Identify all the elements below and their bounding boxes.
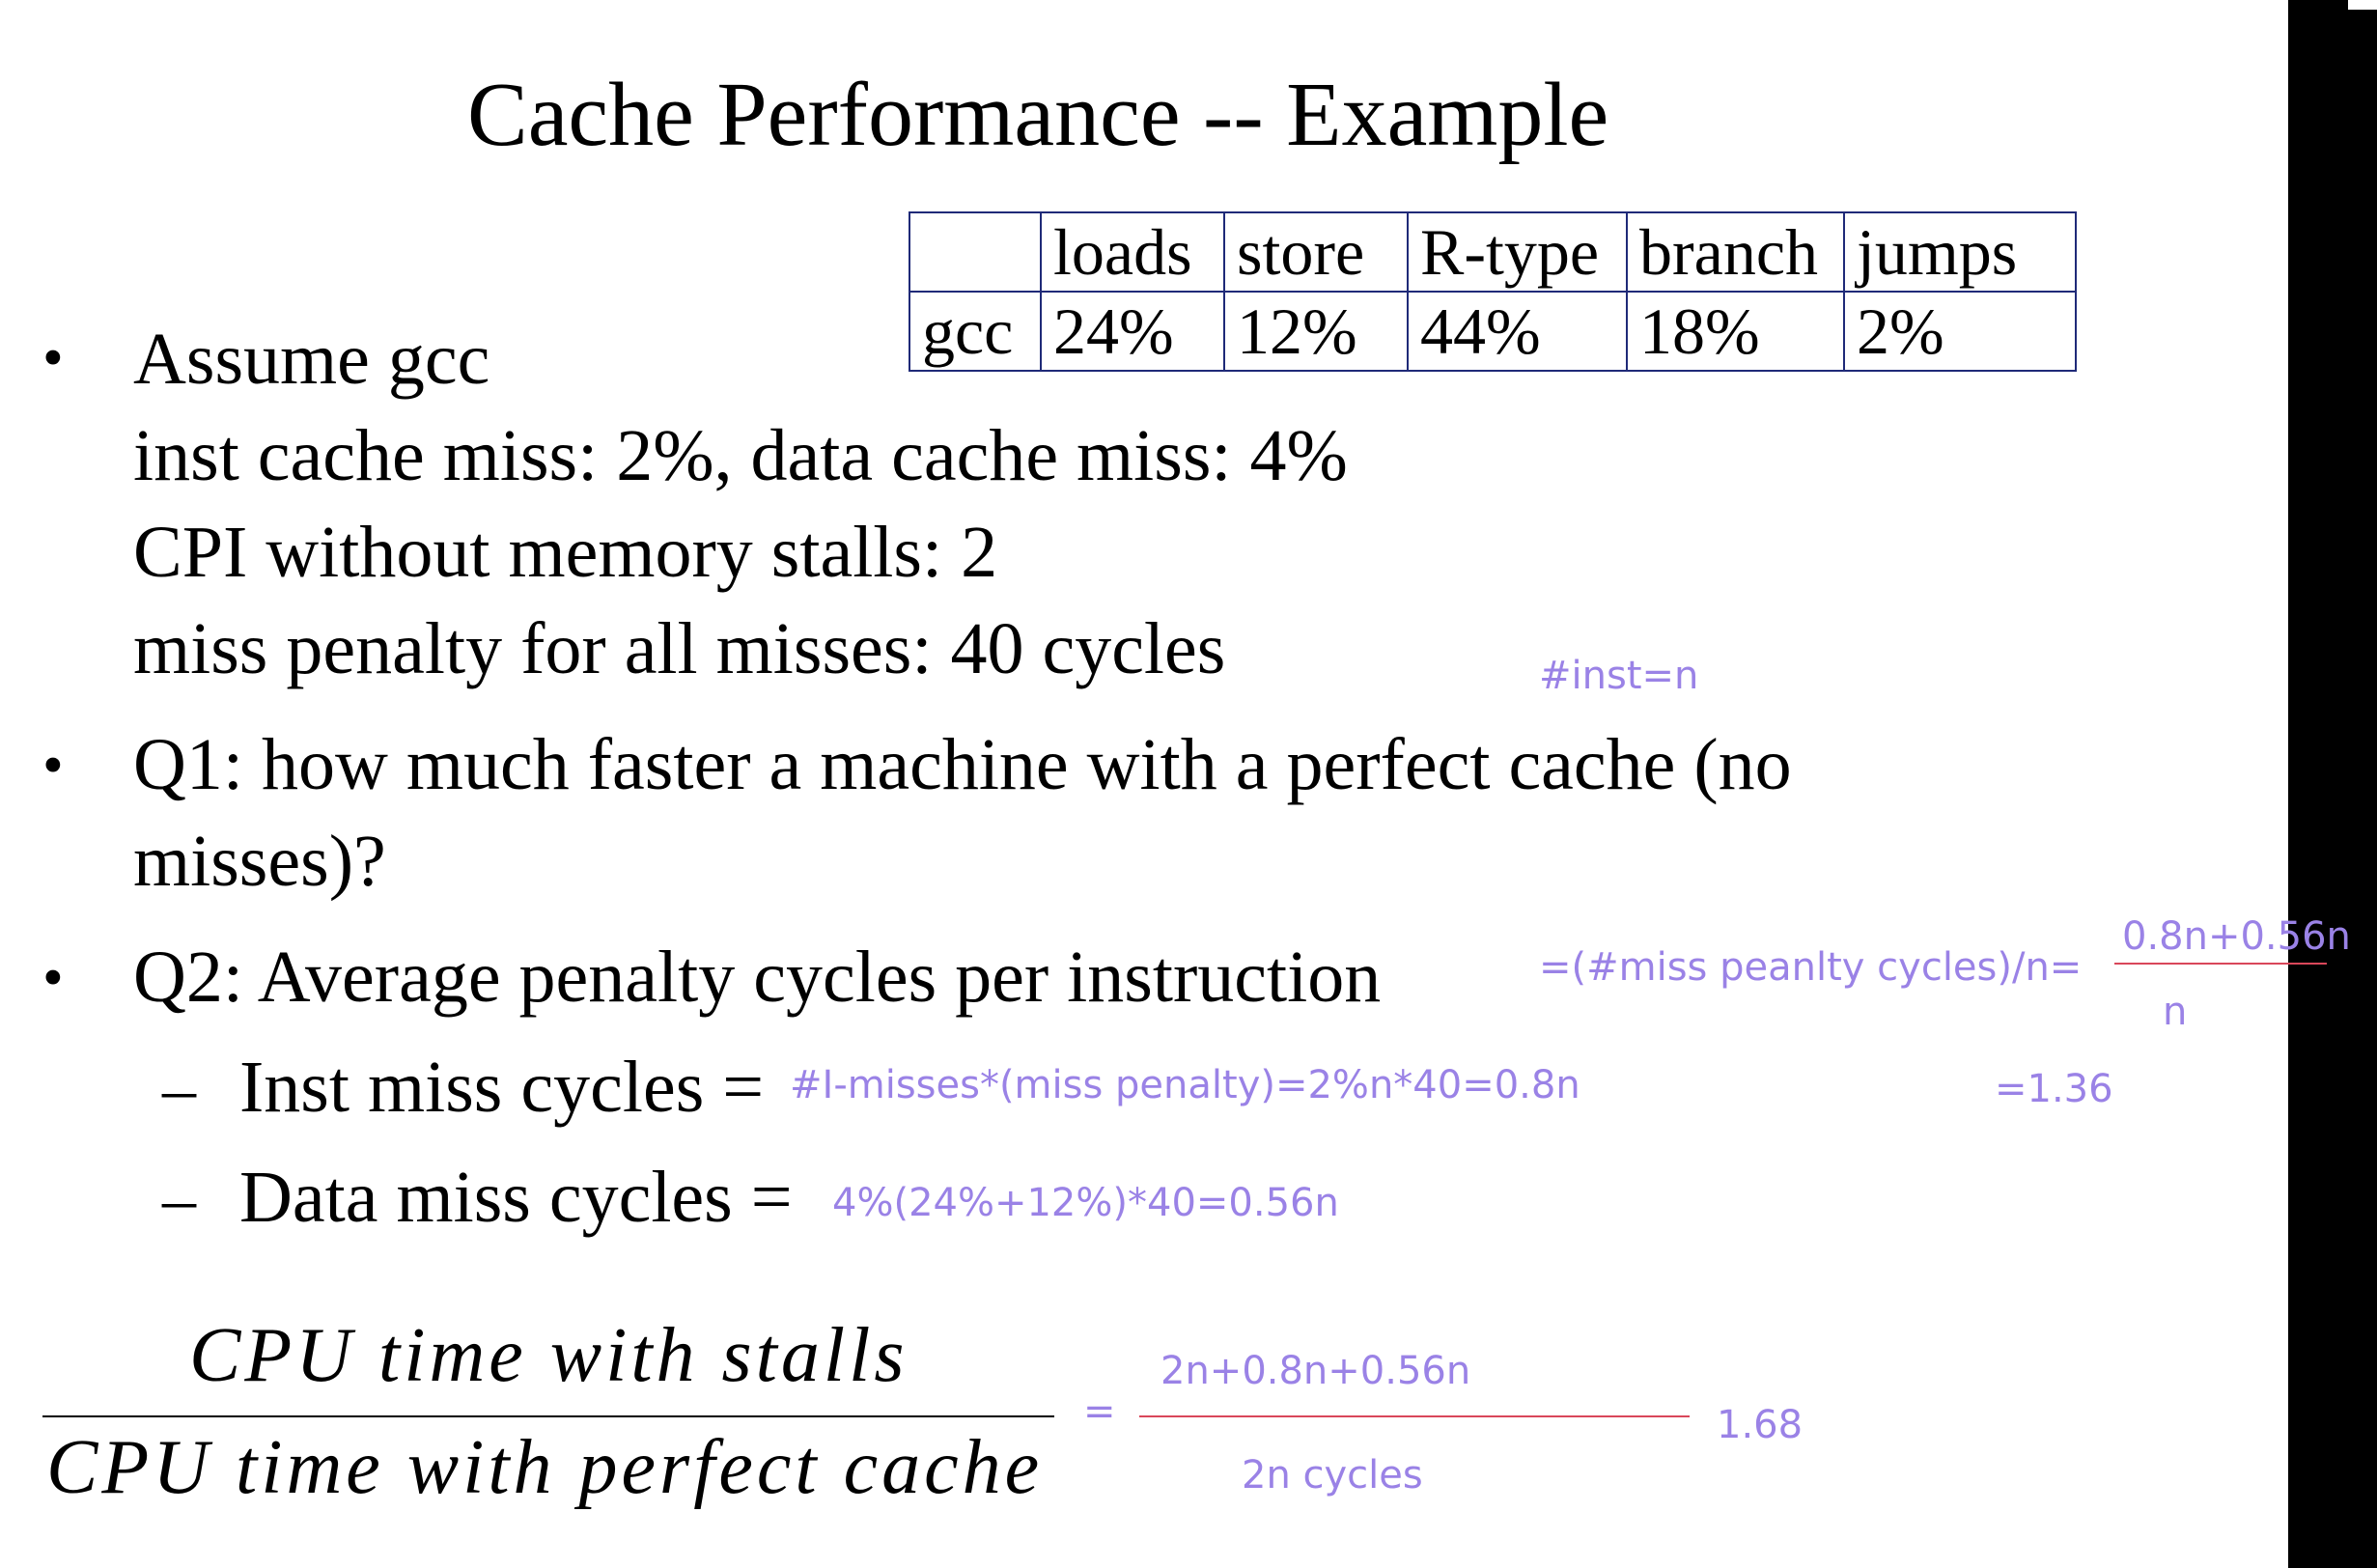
- annotation-penalty-expr: =(#miss peanlty cycles)/n=: [1539, 945, 2083, 990]
- bullet-assume-gcc: Assume gcc: [133, 319, 490, 400]
- right-border-bar: [2288, 0, 2377, 1568]
- cpi-line: CPI without memory stalls: 2: [133, 512, 998, 593]
- table-header-cell: store: [1224, 212, 1408, 292]
- annotation-inst-count: #inst=n: [1539, 654, 1699, 698]
- table-header-cell: loads: [1041, 212, 1224, 292]
- formula-numerator: CPU time with stalls: [189, 1313, 909, 1398]
- table-header-cell: [909, 212, 1041, 292]
- annotation-penalty-denominator: n: [2163, 990, 2188, 1034]
- table-cell: 24%: [1041, 292, 1224, 371]
- annotation-penalty-fraction-bar: [2114, 963, 2327, 965]
- instruction-mix-table: [909, 211, 2077, 372]
- table-cell: 18%: [1627, 292, 1844, 371]
- annotation-penalty-result: =1.36: [1995, 1067, 2113, 1111]
- table-header-cell: R-type: [1408, 212, 1627, 292]
- formula-fraction-bar: [42, 1415, 1054, 1417]
- corner-mark: [2348, 0, 2377, 10]
- slide-title: Cache Performance -- Example: [467, 65, 1609, 165]
- question-1-line2: misses)?: [133, 821, 386, 902]
- table-cell: 2%: [1844, 292, 2076, 371]
- bullet-dot: •: [42, 733, 64, 798]
- annotation-inst-miss: #I-misses*(miss penalty)=2%n*40=0.8n: [790, 1063, 1580, 1107]
- annotation-ratio-result: 1.68: [1717, 1403, 1804, 1447]
- table-cell: gcc: [909, 292, 1041, 371]
- annotation-ratio-denominator: 2n cycles: [1242, 1453, 1423, 1498]
- miss-penalty-line: miss penalty for all misses: 40 cycles: [133, 608, 1226, 689]
- table-cell: 12%: [1224, 292, 1408, 371]
- inst-miss-cycles: Inst miss cycles =: [239, 1047, 765, 1128]
- table-header-row: [909, 212, 2076, 292]
- table-row: [909, 292, 2076, 371]
- miss-rates-line: inst cache miss: 2%, data cache miss: 4%: [133, 415, 1348, 496]
- formula-denominator: CPU time with perfect cache: [46, 1425, 1044, 1510]
- annotation-data-miss: 4%(24%+12%)*40=0.56n: [832, 1181, 1339, 1225]
- annotation-ratio-fraction-bar: [1139, 1415, 1690, 1417]
- table-header-cell: jumps: [1844, 212, 2076, 292]
- sub-bullet-dash: –: [162, 1162, 196, 1237]
- annotation-penalty-numerator: 0.8n+0.56n: [2122, 914, 2351, 959]
- question-2: Q2: Average penalty cycles per instruction: [133, 937, 1382, 1018]
- table-header-cell: branch: [1627, 212, 1844, 292]
- question-1-line1: Q1: how much faster a machine with a perfect cache (no: [133, 724, 1792, 805]
- data-miss-cycles: Data miss cycles =: [239, 1157, 793, 1238]
- sub-bullet-dash: –: [162, 1052, 196, 1127]
- annotation-equals: =: [1083, 1389, 1116, 1434]
- bullet-dot: •: [42, 945, 64, 1011]
- bullet-dot: •: [42, 325, 64, 391]
- table-cell: 44%: [1408, 292, 1627, 371]
- annotation-ratio-numerator: 2n+0.8n+0.56n: [1161, 1349, 1471, 1393]
